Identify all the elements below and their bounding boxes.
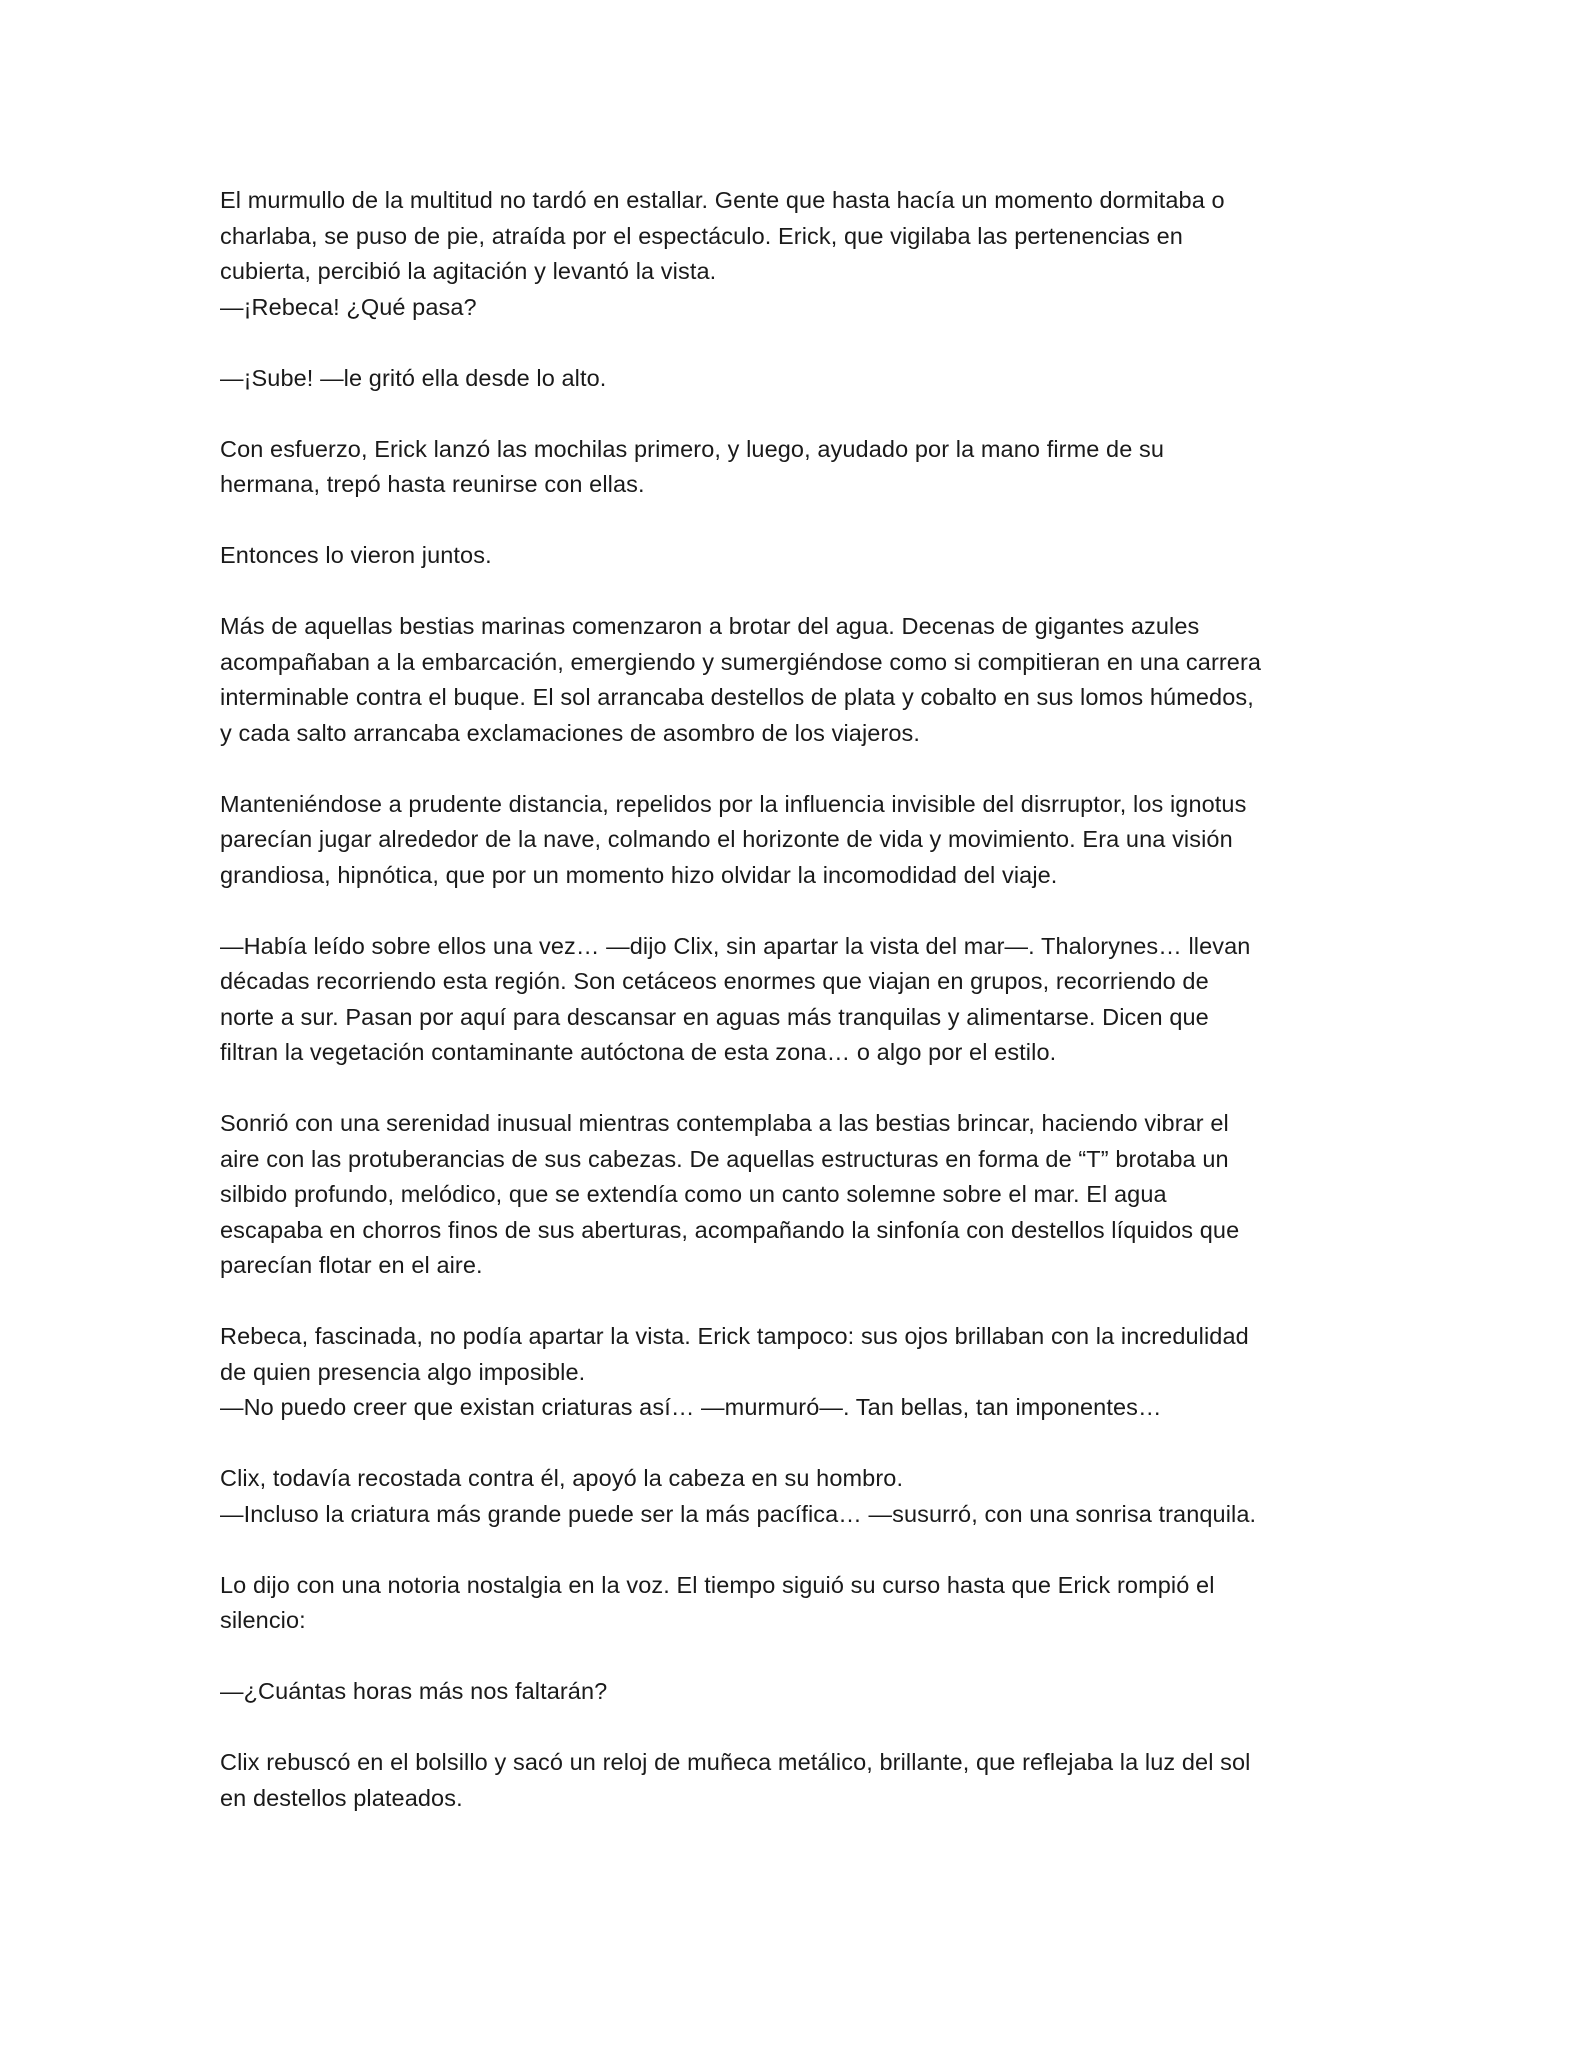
text-line: —¡Rebeca! ¿Qué pasa? (220, 293, 477, 320)
paragraph (220, 1745, 1368, 1816)
paragraph (220, 609, 1368, 751)
text-line: aire con las protuberancias de sus cabezas. De aquellas estructuras en forma de “T” brotaba un (220, 1145, 1229, 1172)
text-line: parecían flotar en el aire. (220, 1252, 483, 1278)
text-line: norte a sur. Pasan por aquí para descansar en aguas más tranquilas y alimentarse. Dicen que (220, 1003, 1209, 1030)
paragraph (220, 1568, 1368, 1639)
text-line: cubierta, percibió la agitación y levantó la vista. (220, 258, 717, 284)
text-line: charlaba, se puso de pie, atraída por el espectáculo. Erick, que vigilaba las pertenencias en (220, 222, 1183, 249)
text-line: parecían jugar alrededor de la nave, colmando el horizonte de vida y movimiento. Era una visión (220, 826, 1233, 852)
text-line: Sonrió con una serenidad inusual mientras contemplaba a las bestias brincar, haciendo vibrar el (220, 1110, 1229, 1136)
paragraph (220, 787, 1368, 894)
text-line: Entonces lo vieron juntos. (220, 542, 492, 568)
text-line: —¡Sube! —le gritó ella desde lo alto. (220, 364, 607, 391)
paragraph (220, 432, 1368, 503)
paragraph (220, 1106, 1368, 1284)
text-line: Con esfuerzo, Erick lanzó las mochilas primero, y luego, ayudado por la mano firme de su (220, 435, 1165, 462)
text-line: de quien presencia algo imposible. (220, 1358, 586, 1385)
text-line: y cada salto arrancaba exclamaciones de asombro de los viajeros. (220, 719, 921, 746)
paragraph (220, 1674, 1368, 1710)
text-line: interminable contra el buque. El sol arrancaba destellos de plata y cobalto en sus lomos húmedos, (220, 684, 1254, 710)
text-line: —Incluso la criatura más grande puede ser la más pacífica… —susurró, con una sonrisa tranquila. (220, 1500, 1257, 1527)
paragraph (220, 183, 1368, 325)
text-line: Rebeca, fascinada, no podía apartar la vista. Erick tampoco: sus ojos brillaban con la incredulidad (220, 1323, 1249, 1349)
text-line: El murmullo de la multitud no tardó en estallar. Gente que hasta hacía un momento dormitaba o (220, 187, 1225, 213)
text-line: filtran la vegetación contaminante autóctona de esta zona… o algo por el estilo. (220, 1039, 1057, 1065)
text-line: décadas recorriendo esta región. Son cetáceos enormes que viajan en grupos, recorriendo de (220, 968, 1209, 994)
text-line: silencio: (220, 1607, 306, 1633)
text-line: escapaba en chorros finos de sus aberturas, acompañando la sinfonía con destellos líquidos que (220, 1216, 1240, 1243)
text-line: acompañaban a la embarcación, emergiendo y sumergiéndose como si compitieran en una carrera (220, 648, 1262, 675)
text-line: —No puedo creer que existan criaturas así… —murmuró—. Tan bellas, tan imponentes… (220, 1394, 1162, 1420)
document-content (220, 183, 1368, 1816)
text-line: hermana, trepó hasta reunirse con ellas. (220, 471, 645, 497)
text-line: silbido profundo, melódico, que se extendía como un canto solemne sobre el mar. El agua (220, 1181, 1167, 1207)
text-line: —Había leído sobre ellos una vez… —dijo Clix, sin apartar la vista del mar—. Thalorynes… llevan (220, 932, 1251, 959)
text-line: —¿Cuántas horas más nos faltarán? (220, 1678, 608, 1704)
paragraph (220, 1319, 1368, 1426)
paragraph (220, 361, 1368, 397)
text-line: Manteniéndose a prudente distancia, repelidos por la influencia invisible del disrruptor, los ignotus (220, 790, 1247, 817)
paragraph (220, 929, 1368, 1071)
text-line: Clix, todavía recostada contra él, apoyó la cabeza en su hombro. (220, 1465, 904, 1491)
text-line: grandiosa, hipnótica, que por un momento hizo olvidar la incomodidad del viaje. (220, 861, 1058, 888)
text-line: Clix rebuscó en el bolsillo y sacó un reloj de muñeca metálico, brillante, que reflejaba la luz del sol (220, 1749, 1251, 1775)
paragraph (220, 538, 1368, 574)
paragraph (220, 1461, 1368, 1532)
text-line: en destellos plateados. (220, 1784, 463, 1811)
text-line: Más de aquellas bestias marinas comenzaron a brotar del agua. Decenas de gigantes azules (220, 613, 1200, 639)
text-line: Lo dijo con una notoria nostalgia en la voz. El tiempo siguió su curso hasta que Erick rompió el (220, 1571, 1215, 1598)
